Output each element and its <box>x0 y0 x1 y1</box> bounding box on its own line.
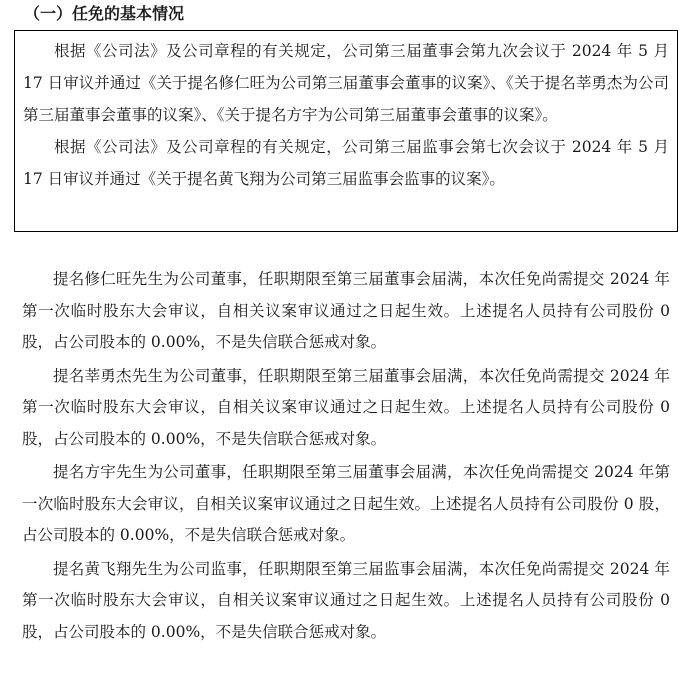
nomination-paragraph-xiu: 提名修仁旺先生为公司董事，任职期限至第三届董事会届满，本次任免尚需提交 2024 年第一次临时股东大会审议，自相关议案审议通过之日起生效。上述提名人员持有公司股份 0 股，占公司股本的 0.00%，不是失信联合惩戒对象。 <box>22 270 670 351</box>
section-heading: （一）任免的基本情况 <box>24 4 185 23</box>
board-resolution-paragraph: 根据《公司法》及公司章程的有关规定，公司第三届董事会第九次会议于 2024 年 5 月 17 日审议并通过《关于提名修仁旺为公司第三届董事会董事的议案》、《关于提名莘勇杰为公司第三届董事会董事的议案》、《关于提名方宇为公司第三届董事会董事的议案》。 <box>23 42 669 124</box>
nomination-paragraph-xin: 提名莘勇杰先生为公司董事，任职期限至第三届董事会届满，本次任免尚需提交 2024 年第一次临时股东大会审议，自相关议案审议通过之日起生效。上述提名人员持有公司股份 0 股，占公司股本的 0.00%，不是失信联合惩戒对象。 <box>22 366 670 448</box>
nomination-details <box>22 264 670 650</box>
nomination-paragraph-huang: 提名黄飞翔先生为公司监事，任职期限至第三届监事会届满，本次任免尚需提交 2024 年第一次临时股东大会审议，自相关议案审议通过之日起生效。上述提名人员持有公司股份 0 股，占公司股本的 0.00%，不是失信联合惩戒对象。 <box>22 559 670 641</box>
supervisory-resolution-paragraph: 根据《公司法》及公司章程的有关规定，公司第三届监事会第七次会议于 2024 年 5 月 17 日审议并通过《关于提名黄飞翔为公司第三届监事会监事的议案》。 <box>23 138 669 188</box>
resolution-box <box>14 30 678 232</box>
nomination-paragraph-fang: 提名方宇先生为公司董事，任职期限至第三届董事会届满，本次任免尚需提交 2024 年第一次临时股东大会审议，自相关议案审议通过之日起生效。上述提名人员持有公司股份 0 股，占公司股本的 0.00%，不是失信联合惩戒对象。 <box>22 463 670 544</box>
